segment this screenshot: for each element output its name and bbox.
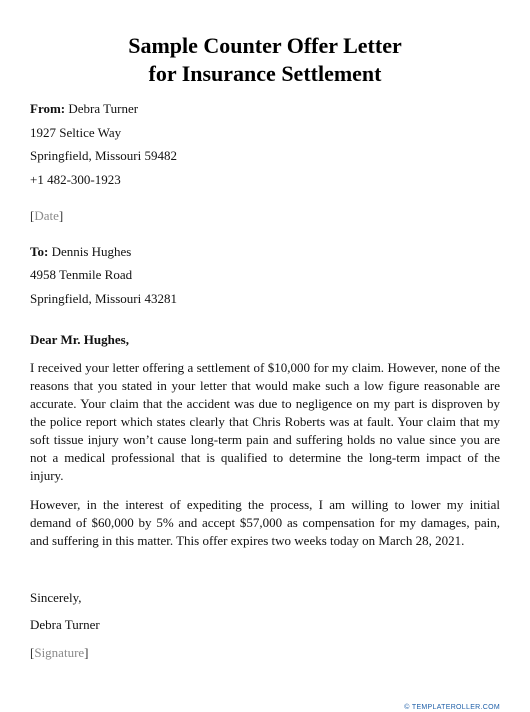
sender-name: Debra Turner (68, 101, 139, 116)
recipient-address-2: Springfield, Missouri 43281 (30, 291, 177, 306)
sender-phone: +1 482-300-1923 (30, 172, 121, 187)
signature-placeholder: Signature (34, 645, 85, 660)
signature-field: [Signature] (30, 645, 89, 660)
sender-address-2: Springfield, Missouri 59482 (30, 148, 177, 163)
sender-address-1: 1927 Seltice Way (30, 125, 122, 140)
signer-name: Debra Turner (30, 617, 100, 632)
sender-name-line (30, 101, 138, 117)
document-title (30, 32, 500, 88)
footer-credit: © TEMPLATEROLLER.COM (404, 704, 500, 711)
recipient-address-1: 4958 Tenmile Road (30, 267, 133, 282)
date-placeholder: Date (34, 208, 59, 223)
closing: Sincerely, (30, 590, 82, 605)
sender-label: From: (30, 101, 66, 116)
title-line-2: for Insurance Settlement (148, 61, 382, 86)
recipient-label: To: (30, 244, 49, 259)
recipient-name: Dennis Hughes (51, 244, 132, 259)
recipient-name-line (30, 244, 131, 260)
body-paragraph-1: I received your letter offering a settlement of $10,000 for my claim. However, none of the reasons that you stated in your letter that would make such a low figure reasonable are accurate. Your claim that the accident was due to negligence on my part is disproven by the police report which states clearly that Chris Roberts was at fault. Your claim that my soft tissue injury won’t cause long-term pain and suffering holds no value since you are not a medical professional that is qualified to determine the long-term impact of the injury. (30, 360, 500, 483)
salutation: Dear Mr. Hughes, (30, 332, 129, 347)
title-line-1: Sample Counter Offer Letter (128, 33, 402, 58)
body-paragraph-2: However, in the interest of expediting the process, I am willing to lower my initial demand of $60,000 by 5% and accept $57,000 as compensation for my damages, pain, and suffering in this matter. This offer expires two weeks today on March 28, 2021. (30, 497, 500, 548)
date-field: [Date] (30, 208, 64, 223)
